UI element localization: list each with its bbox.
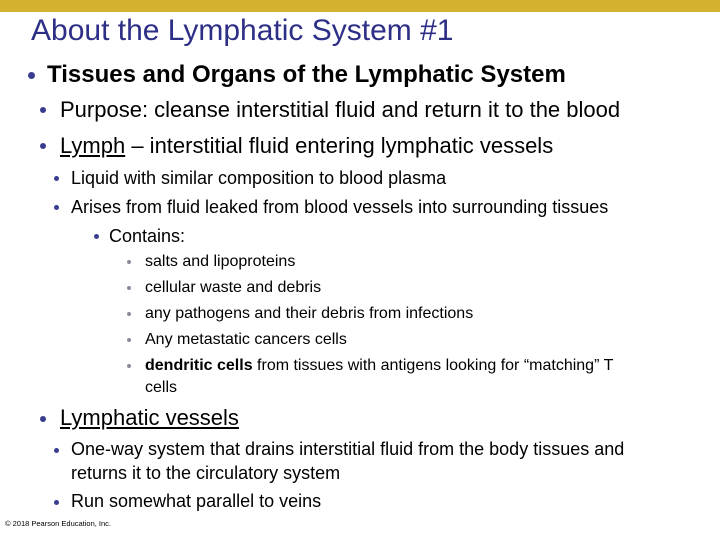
bullet-icon [54, 448, 59, 453]
bullet-icon [127, 364, 131, 368]
lymph-point: Arises from fluid leaked from blood vessels into surrounding tissues [71, 197, 609, 217]
slide-title: About the Lymphatic System #1 [31, 14, 454, 47]
contains-label: Contains: [109, 226, 186, 246]
bullet-icon [94, 234, 99, 239]
bullet-icon [127, 312, 131, 316]
bullet-icon [40, 416, 46, 422]
contains-item: salts and lipoproteins [145, 253, 296, 270]
bullet-icon [127, 338, 131, 342]
bullet-icon [54, 176, 59, 181]
bullet-icon [54, 500, 59, 505]
contains-item-dendritic [145, 353, 613, 378]
purpose-text: Purpose: cleanse interstitial fluid and return it to the blood [60, 97, 621, 122]
vessels-heading: Lymphatic vessels [60, 405, 239, 430]
bullet-icon [40, 143, 46, 149]
dendritic-term: dendritic cells [145, 357, 253, 374]
lymph-definition [60, 132, 553, 160]
bullet-icon [127, 286, 131, 290]
bullet-icon [40, 107, 46, 113]
section-heading: Tissues and Organs of the Lymphatic System [47, 61, 566, 88]
vessels-point-continuation: returns it to the circulatory system [71, 463, 341, 483]
lymph-definition-text: – interstitial fluid entering lymphatic vessels [125, 133, 554, 158]
bullet-icon [28, 72, 35, 79]
contains-item: cellular waste and debris [145, 279, 322, 296]
vessels-point: One-way system that drains interstitial fluid from the body tissues and [71, 439, 625, 459]
bullet-icon [54, 205, 59, 210]
contains-item: any pathogens and their debris from infections [145, 305, 474, 322]
contains-item: Any metastatic cancers cells [145, 331, 347, 348]
vessels-point: Run somewhat parallel to veins [71, 491, 322, 511]
copyright-footer: © 2018 Pearson Education, Inc. [5, 519, 112, 528]
lymph-point: Liquid with similar composition to blood plasma [71, 168, 447, 188]
bullet-icon [127, 260, 131, 264]
dendritic-continuation: cells [145, 379, 178, 396]
lymph-term: Lymph [60, 133, 126, 158]
accent-bar [0, 0, 720, 12]
dendritic-text: from tissues with antigens looking for “matching” T [252, 357, 614, 374]
